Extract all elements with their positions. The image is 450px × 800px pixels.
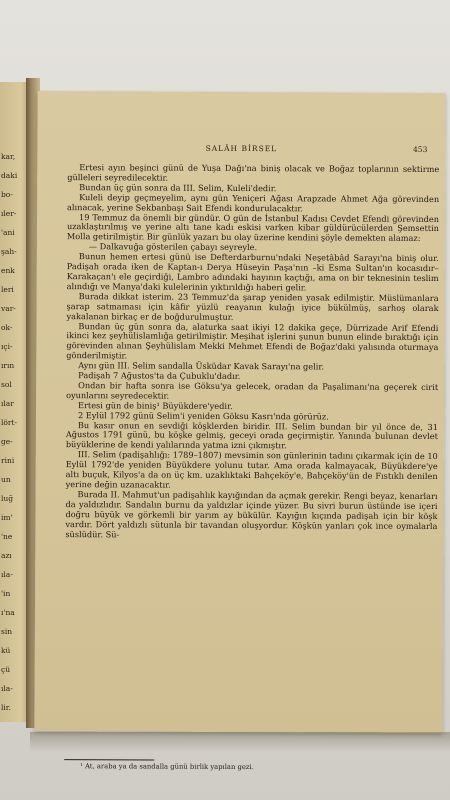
left-page-fragment: ok- bbox=[1, 323, 13, 332]
left-page-fragment: ılar bbox=[1, 399, 14, 408]
left-page-fragment: ıçi- bbox=[1, 342, 13, 351]
footnote: ¹ At, araba ya da sandalla günü birlik yapılan gezi. bbox=[80, 762, 254, 772]
paragraph-10: Padişah 7 Ağustos'ta da Çubuklu'dadır. bbox=[78, 370, 241, 382]
paragraph-9: Aynı gün III. Selim sandalla Üsküdar Kavak Sarayı'na gelir. bbox=[78, 360, 325, 372]
left-page-fragment: lört- bbox=[1, 418, 18, 427]
left-page-fragment: var- bbox=[1, 304, 16, 313]
paragraph-6: Bunun hemen ertesi günü ise Defterdarburnu'ndaki Neşetâbâd Sarayı'na biniş olur. Padişah orada iken de Kaptan-ı Derya Hüseyin Paşa'nın –ki Esma Sultan'ın kocasıdır– Karakaçan'ı ele geçirdiği, Lambro adındaki hayının kaçtığı, ama on bir teknesinin teslim alındığı ve Manya'daki kulelerinin yıktırıldığı haberi gelir. bbox=[66, 251, 439, 293]
left-page-fragment: ıla- bbox=[1, 570, 13, 579]
left-page-fragment: şah- bbox=[1, 247, 17, 256]
paragraph-11: Ondan bir hafta sonra ise Göksu'ya gelecek, oradan da Paşalimanı'na geçerek cirit oyunlarını seyredecektir. bbox=[66, 380, 439, 401]
paragraph-3: Kuleli deyip geçmeyelim, aynı gün Yeniçeri Ağası Arapzade Ahmet Ağa görevinden alınacak, yerine Sekbanbaşı Sait Efendi kondurulacaktır. bbox=[67, 191, 440, 213]
left-page-fragment: ı'na bbox=[1, 608, 15, 617]
left-page-fragment: azı bbox=[1, 551, 12, 560]
paragraph-7: Burada dikkat isterim. 23 Temmuz'da şarap yeniden yasak edilmiştir. Müslümanlara şarap satmaması için kâfir yüzlü reayanın kulağı iyice bükülmüş, sarhoş olarak yakalanan birkaç er de boğdurulmuştur. bbox=[66, 290, 439, 322]
paragraph-5-quote: — Dalkavuğa gösterilen çabayı seyreyle. bbox=[88, 241, 258, 253]
left-page-fragment: sin bbox=[1, 627, 13, 636]
left-page-fragment: leri bbox=[1, 285, 14, 294]
paragraph-13: 2 Eylül 1792 günü Selim'i yeniden Göksu Kasrı'nda görürüz. bbox=[77, 409, 329, 422]
running-head: SALÂH BİRSEL bbox=[205, 143, 278, 154]
page-number: 453 bbox=[413, 144, 428, 154]
paragraph-4: 19 Temmuz da önemli bir gündür. O gün de İstanbul Kadısı Cevdet Efendi görevinden uzaklaştırılmış ve yerine altı tane kadı eskisi varken kibar güldürücülerden Şemsettin Molla getirilmiştir. Bir günlük yazarı bu olay üzerine kendini şöyle demekten alamaz: bbox=[66, 211, 440, 244]
left-page-fragment: ıler- bbox=[1, 209, 17, 218]
left-page-fragment: 'in bbox=[1, 589, 11, 598]
left-page-fragment: sol bbox=[1, 380, 12, 389]
left-page-fragment: enk bbox=[1, 266, 15, 275]
paragraph-12: Ertesi gün de biniş¹ Büyükdere'yedir. bbox=[78, 399, 233, 411]
paragraph-1: Ertesi ayın beşinci günü de Yuşa Dağı'na biniş olacak ve Boğaz toplarının sektirme gülleleri seyredilecektir. bbox=[67, 162, 440, 183]
body-text bbox=[65, 163, 439, 541]
paragraph-16: Burada II. Mahmut'un padişahlık kayığından da açmak gerekir. Rengi beyaz, kenarları da yaldızlıdır. Sandalın burnu da yaldızlar içinde yüzer. Bu sivri burun üstünde ise içeri doğru büyük ve görkemli bir yarım ay bükülür. Kayığın kıçında padişah için bir köşk vardır. Dört yaldızlı sütunla bir tavandan oluşyordur. Köşkün yanları çok ince oymalarla süslüdür. Sü- bbox=[65, 489, 438, 539]
left-page-fragment: im' bbox=[1, 513, 13, 522]
left-page-fragment: ırın bbox=[1, 361, 15, 370]
left-page-fragment: 'ne bbox=[1, 532, 13, 541]
left-page-fragment: ıla- bbox=[1, 684, 13, 693]
left-page-fragment: kar, bbox=[1, 152, 16, 161]
page-bottom-shadow bbox=[30, 732, 450, 752]
left-page-fragment: kü bbox=[1, 646, 11, 655]
paragraph-15: III. Selim (padişahlığı: 1789–1807) mevsimin son günlerinin tadını çıkarmak için de 10 Eylül 1792'de yeniden Büyükdere yolunu tutar. Ama orada kalmayacak, Büyükdere'ye altı buçuk, Kilyos'a da on üç km. uzaklıktaki Bahçeköy'e, Bahçeköy'ün de Fıstıklı denilen yerine değin uzanacaktır. bbox=[65, 449, 438, 490]
left-page-fragment: rini bbox=[1, 456, 15, 465]
left-page-fragment: lir. bbox=[1, 703, 11, 712]
paragraph-8: Bundan üç gün sonra da, alaturka saat ikiyi 12 dakika geçe, Dürrizade Arif Efendi ikinci kez şeyhülislamlığa getirilmiştir. Meşihat işlerini şunun bunun elinde bıraktığı için görevinden alınan Şeyhülislam Mekki Mehmet Efendi de Boğaz'daki yalısında oturmaya gönderilmiştir. bbox=[66, 320, 439, 361]
left-page-fragment: ge- bbox=[1, 437, 13, 446]
left-page-fragment: daki bbox=[1, 171, 18, 180]
paragraph-14: Bu kasır onun en sevdiği köşklerden biridir. III. Selim bundan bir yıl önce de, 31 Ağustos 1791 günü, bu köşke gelmiş, geceyi orada geçirmiştir. Yanında bulunan devlet büyüklerine de kendi yalılarında yatma izni çıkmıştır. bbox=[65, 419, 438, 451]
left-page-fragment: bo- bbox=[1, 190, 13, 199]
left-page-fragment: luğ bbox=[1, 494, 14, 503]
paragraph-2: Bundan üç gün sonra da III. Selim, Kuleli'dedir. bbox=[79, 181, 277, 193]
left-page-fragment: un bbox=[1, 475, 11, 484]
left-page-fragment: çü bbox=[1, 665, 11, 674]
book-page bbox=[34, 91, 445, 772]
left-page-fragment: 'ani bbox=[1, 228, 15, 237]
